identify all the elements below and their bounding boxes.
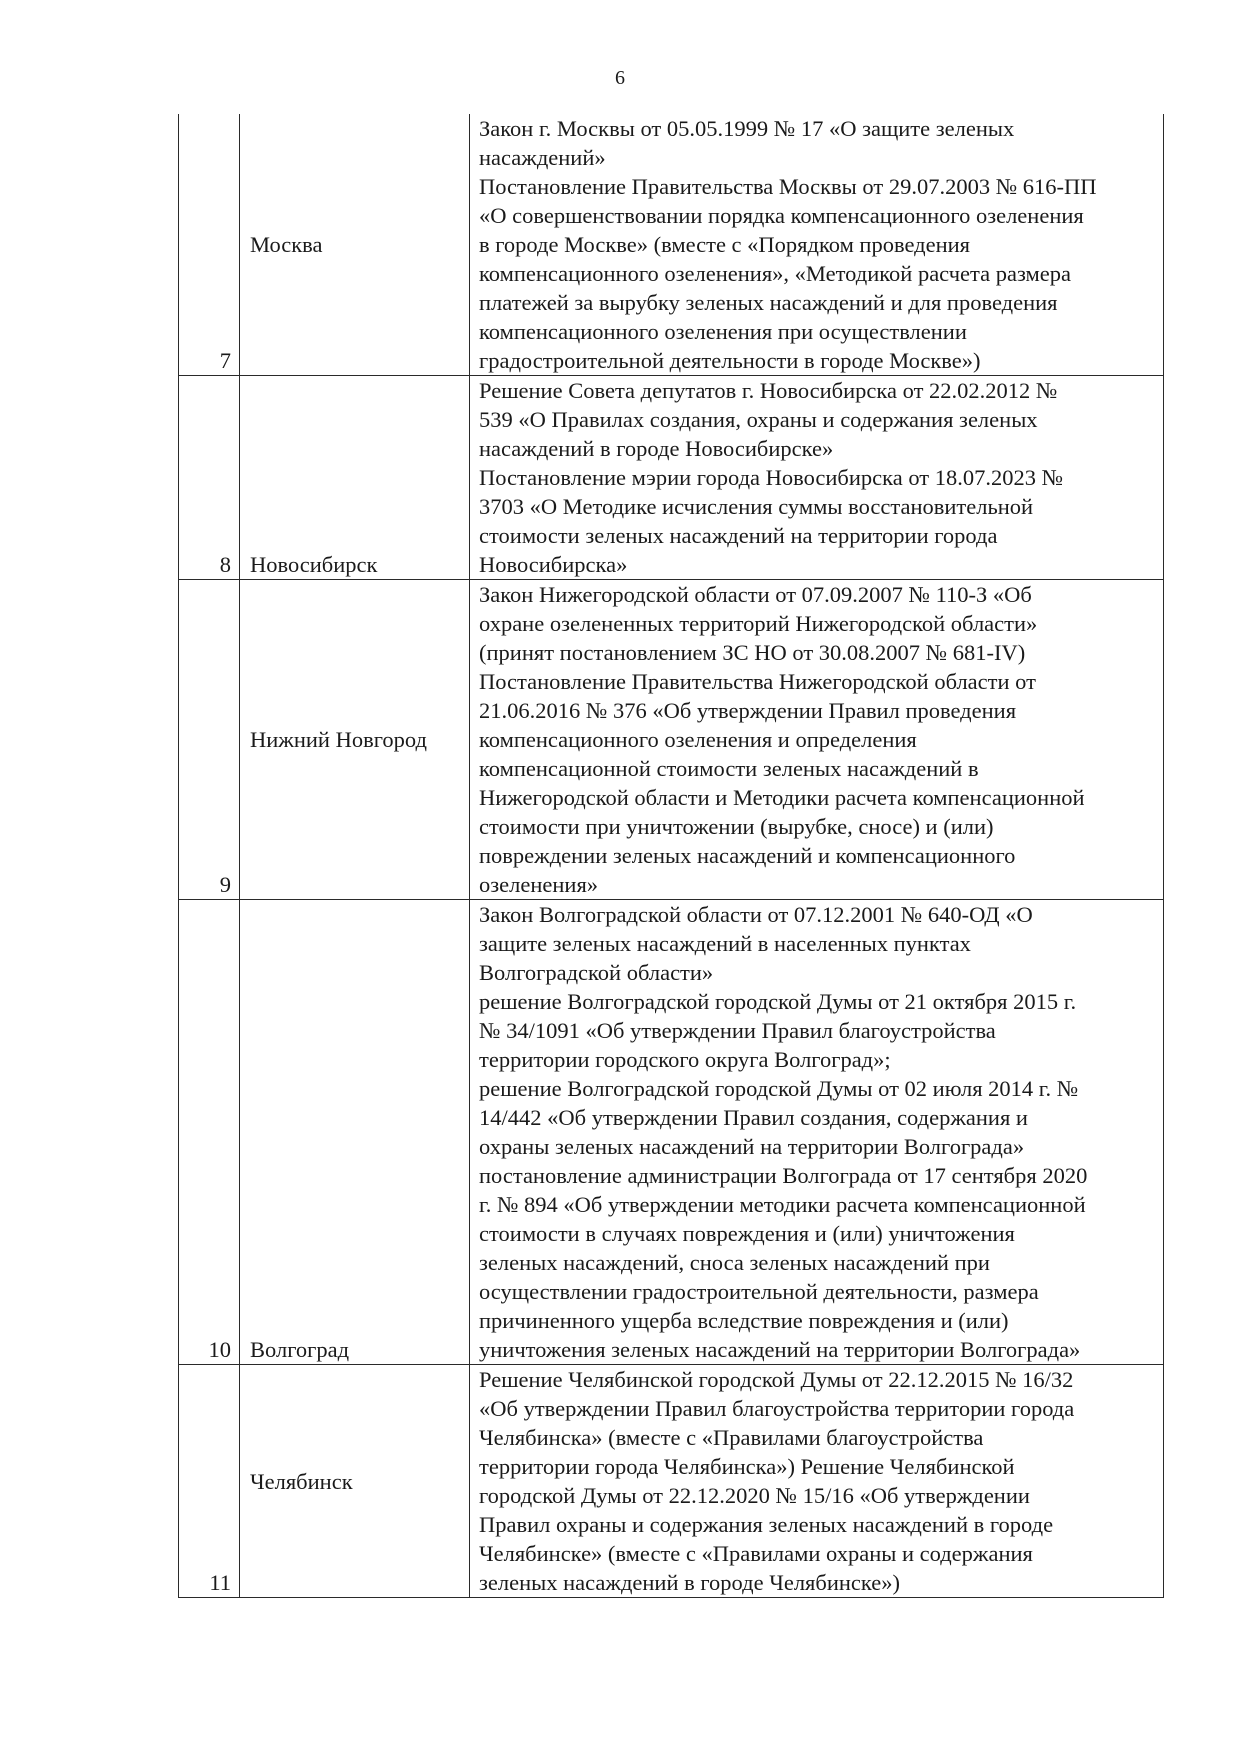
table-row [179,376,1164,580]
page-number: 6 [615,67,625,89]
law-text-line: «Об утверждении Правил благоустройства территории города [479,1396,1075,1421]
law-text-line: Челябинске» (вместе с «Правилами охраны и содержания [479,1541,1033,1566]
law-text-line: градостроительной деятельности в городе Москве») [479,348,981,373]
row-number: 7 [179,114,240,376]
law-text-line: Решение Совета депутатов г. Новосибирска от 22.02.2012 № [479,378,1058,403]
law-text-line: решение Волгоградской городской Думы от 21 октября 2015 г. [479,989,1077,1014]
law-text-line: городской Думы от 22.12.2020 № 15/16 «Об утверждении [479,1483,1030,1508]
legislation-cell [470,1365,1164,1598]
city-name: Челябинск [240,1365,470,1598]
table-row [179,900,1164,1365]
law-text-line: платежей за вырубку зеленых насаждений и для проведения [479,290,1058,315]
law-text-line: стоимости зеленых насаждений на территории города [479,523,998,548]
table-row [179,1365,1164,1598]
law-text-line: Закон Нижегородской области от 07.09.2007 № 110-З «Об [479,582,1032,607]
law-text-line: 3703 «О Методике исчисления суммы восстановительной [479,494,1034,519]
law-text-line: защите зеленых насаждений в населенных пунктах [479,931,971,956]
law-text-line: решение Волгоградской городской Думы от 02 июля 2014 г. № [479,1076,1079,1101]
law-text-line: 539 «О Правилах создания, охраны и содержания зеленых [479,407,1038,432]
law-text-line: территории города Челябинска») Решение Челябинской [479,1454,1015,1479]
table-row [179,580,1164,900]
row-number: 9 [179,580,240,900]
legislation-cell [470,900,1164,1365]
law-text-line: Постановление Правительства Нижегородской области от [479,669,1036,694]
city-name: Москва [240,114,470,376]
law-text-line: г. № 894 «Об утверждении методики расчета компенсационной [479,1192,1086,1217]
law-text-line: Постановление Правительства Москвы от 29.07.2003 № 616-ПП [479,174,1097,199]
legislation-table [178,114,1164,1598]
law-text-line: № 34/1091 «Об утверждении Правил благоустройства [479,1018,996,1043]
table-row [179,114,1164,376]
law-text-line: (принят постановлением ЗС НО от 30.08.2007 № 681-IV) [479,640,1026,665]
law-text-line: 21.06.2016 № 376 «Об утверждении Правил проведения [479,698,1017,723]
law-text-line: компенсационного озеленения и определения [479,727,917,752]
row-number: 10 [179,900,240,1365]
law-text-line: Постановление мэрии города Новосибирска от 18.07.2023 № [479,465,1064,490]
law-text-line: охраны зеленых насаждений на территории Волгограда» [479,1134,1025,1159]
law-text-line: 14/442 «Об утверждении Правил создания, содержания и [479,1105,1028,1130]
law-text-line: причиненного ущерба вследствие повреждения и (или) [479,1308,1009,1333]
legislation-cell [470,114,1164,376]
law-text-line: стоимости в случаях повреждения и (или) уничтожения [479,1221,1015,1246]
law-text-line: компенсационного озеленения при осуществлении [479,319,967,344]
law-text-line: осуществлении градостроительной деятельности, размера [479,1279,1039,1304]
row-number: 11 [179,1365,240,1598]
law-text-line: постановление администрации Волгограда от 17 сентября 2020 [479,1163,1088,1188]
legislation-cell [470,580,1164,900]
law-text-line: компенсационного озеленения», «Методикой расчета размера [479,261,1072,286]
law-text-line: охране озелененных территорий Нижегородской области» [479,611,1038,636]
law-text-line: стоимости при уничтожении (вырубке, сносе) и (или) [479,814,994,839]
law-text-line: зеленых насаждений, сноса зеленых насаждений при [479,1250,990,1275]
legislation-cell [470,376,1164,580]
law-text-line: насаждений» [479,145,606,170]
law-text-line: Закон г. Москвы от 05.05.1999 № 17 «О защите зеленых [479,116,1015,141]
law-text-line: Решение Челябинской городской Думы от 22.12.2015 № 16/32 [479,1367,1074,1392]
law-text-line: повреждении зеленых насаждений и компенсационного [479,843,1016,868]
law-text-line: в городе Москве» (вместе с «Порядком проведения [479,232,971,257]
law-text-line: Правил охраны и содержания зеленых насаждений в городе [479,1512,1054,1537]
law-text-line: территории городского округа Волгоград»; [479,1047,891,1072]
row-number: 8 [179,376,240,580]
city-name: Новосибирск [240,376,470,580]
law-text-line: компенсационной стоимости зеленых насаждений в [479,756,979,781]
law-text-line: Нижегородской области и Методики расчета компенсационной [479,785,1085,810]
law-text-line: озеленения» [479,872,599,897]
law-text-line: Новосибирска» [479,552,628,577]
law-text-line: насаждений в городе Новосибирске» [479,436,834,461]
law-text-line: «О совершенствовании порядка компенсационного озеленения [479,203,1084,228]
city-name: Нижний Новгород [240,580,470,900]
law-text-line: уничтожения зеленых насаждений на территории Волгограда» [479,1337,1081,1362]
law-text-line: Закон Волгоградской области от 07.12.2001 № 640-ОД «О [479,902,1033,927]
law-text-line: Волгоградской области» [479,960,714,985]
city-name: Волгоград [240,900,470,1365]
law-text-line: Челябинска» (вместе с «Правилами благоустройства [479,1425,984,1450]
law-text-line: зеленых насаждений в городе Челябинске») [479,1570,901,1595]
